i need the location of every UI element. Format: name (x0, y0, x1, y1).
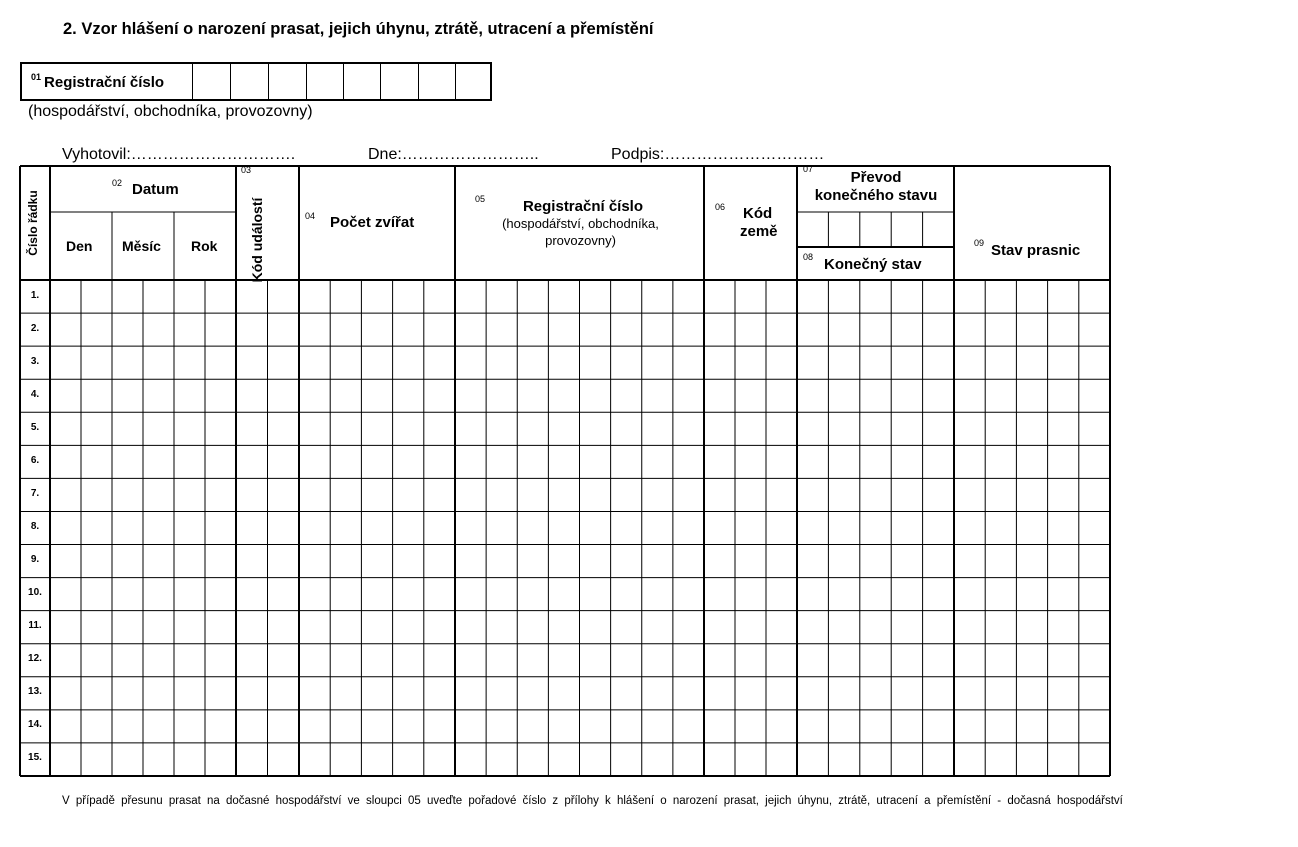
transfer-final-state-header-1: Převod (850, 169, 902, 186)
registration-col-subheader-2: provozovny) (545, 233, 616, 248)
date-header: Datum (132, 181, 179, 198)
field-number-05: 05 (475, 194, 486, 204)
signature-field[interactable]: Podpis:………………………… (611, 146, 825, 163)
row-number: 6. (30, 454, 40, 466)
registration-col-subheader-1: (hospodářství, obchodníka, (502, 216, 659, 231)
field-number-06: 06 (715, 202, 726, 212)
country-code-header-1: Kód (743, 205, 773, 222)
event-code-header: Kód událostí (249, 197, 265, 283)
form-title: 2. Vzor hlášení o narození prasat, jejich úhynu, ztrátě, utracení a přemístění (63, 20, 654, 38)
final-state-header: Konečný stav (824, 256, 922, 273)
row-number: 2. (30, 322, 40, 334)
registration-number-hint: (hospodářství, obchodníka, provozovny) (28, 103, 313, 120)
month-header: Měsíc (122, 238, 161, 254)
field-number-02: 02 (112, 178, 123, 188)
date-field[interactable]: Dne:…………………….. (368, 146, 539, 163)
registration-col-header: Registrační číslo (522, 198, 644, 215)
animal-count-header: Počet zvířat (330, 214, 415, 231)
sow-state-header: Stav prasnic (991, 242, 1081, 259)
field-number-08: 08 (803, 252, 814, 262)
country-code-header-2: země (740, 223, 778, 240)
field-number-07: 07 (803, 164, 814, 174)
row-number: 11. (28, 620, 42, 632)
row-number: 12. (28, 653, 42, 665)
row-number: 14. (28, 719, 42, 731)
row-number: 1. (30, 289, 40, 301)
row-number: 8. (30, 521, 40, 532)
field-number-01: 01 (31, 72, 42, 82)
transfer-final-state-header-2: konečného stavu (814, 187, 938, 204)
footer-note: V případě přesunu prasat na dočasné hospodářství ve sloupci 05 uveďte pořadové číslo z přílohy k hlášení o narození prasat, jejich úhynu, ztrátě, utracení a přemístění - dočasná hospodářství (62, 795, 1123, 807)
row-number-header: Číslo řádku (26, 190, 40, 256)
row-number: 4. (30, 388, 40, 400)
registration-number-label-text: Registrační číslo (44, 74, 165, 91)
field-number-03: 03 (241, 165, 252, 175)
row-number: 13. (28, 686, 42, 698)
row-number: 7. (30, 487, 40, 499)
field-number-09: 09 (974, 238, 985, 248)
prepared-by-field[interactable]: Vyhotovil:…………………………. (62, 146, 296, 163)
row-number: 9. (30, 554, 40, 566)
year-header: Rok (191, 238, 218, 254)
field-number-04: 04 (305, 211, 316, 221)
row-number: 10. (28, 587, 42, 599)
row-number: 3. (30, 355, 40, 367)
day-header: Den (66, 238, 93, 254)
row-number: 15. (28, 752, 42, 764)
row-number: 5. (30, 421, 40, 433)
